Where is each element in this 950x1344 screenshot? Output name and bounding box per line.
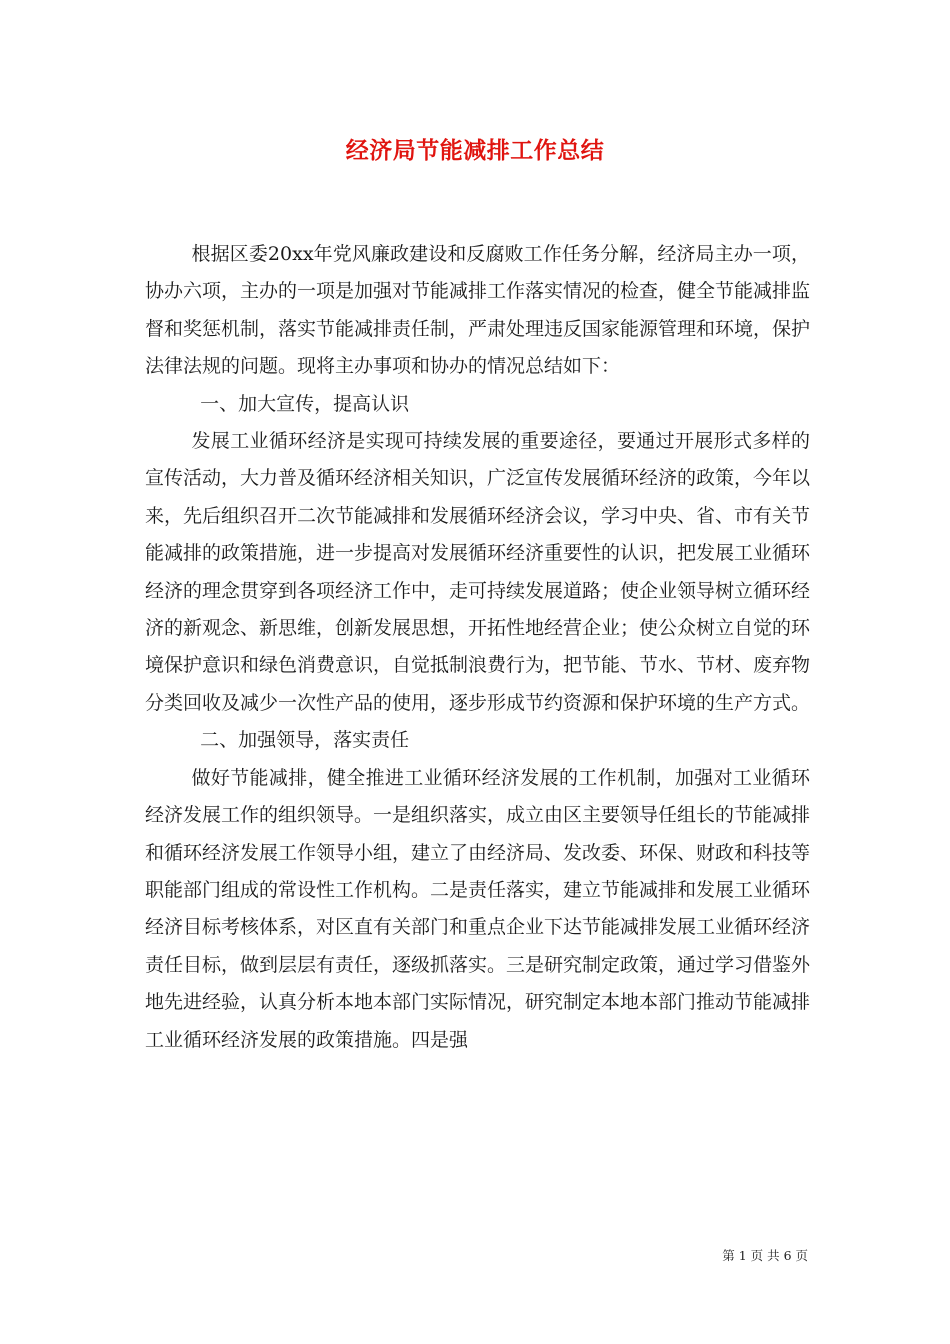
section-heading-2: 二、加强领导，落实责任	[200, 729, 410, 752]
paragraph-section-2: 做好节能减排，健全推进工业循环经济发展的工作机制，加强对工业循环经济发展工作的组织领导。一是组织落实，成立由区主要领导任组长的节能减排和循环经济发展工作领导小组，建立了由经济局、发改委、环保、财政和科技等职能部门组成的常设性工作机构。二是责任落实，建立节能减排和发展工业循环经济目标考核体系，对区直有关部门和重点企业下达节能减排发展工业循环经济责任目标，做到层层有责任，逐级抓落实。三是研究制定政策，通过学习借鉴外地先进经验，认真分析本地本部门实际情况，研究制定本地本部门推动节能减排工业循环经济发展的政策措施。四是强	[145, 766, 811, 1051]
section-heading-1: 一、加大宣传，提高认识	[200, 392, 410, 415]
page-number-footer: 第 1 页 共 6 页	[722, 1248, 808, 1263]
document-title: 经济局节能减排工作总结	[345, 137, 605, 164]
paragraph-intro: 根据区委20xx年党风廉政建设和反腐败工作任务分解，经济局主办一项，协办六项，主办的一项是加强对节能减排工作落实情况的检查，健全节能减排监督和奖惩机制，落实节能减排责任制，严肃处理违反国家能源管理和环境，保护法律法规的问题。现将主办事项和协办的情况总结如下：	[145, 243, 811, 378]
paragraph-section-1: 发展工业循环经济是实现可持续发展的重要途径，要通过开展形式多样的宣传活动，大力普及循环经济相关知识，广泛宣传发展循环经济的政策，今年以来，先后组织召开二次节能减排和发展循环经济会议，学习中央、省、市有关节能减排的政策措施，进一步提高对发展循环经济重要性的认识，把发展工业循环经济的理念贯穿到各项经济工作中，走可持续发展道路；使企业领导树立循环经济的新观念、新思维，创新发展思想，开拓性地经营企业；使公众树立自觉的环境保护意识和绿色消费意识，自觉抵制浪费行为，把节能、节水、节材、废弃物分类回收及减少一次性产品的使用，逐步形成节约资源和保护环境的生产方式。	[145, 430, 811, 714]
document-body	[145, 236, 810, 1059]
